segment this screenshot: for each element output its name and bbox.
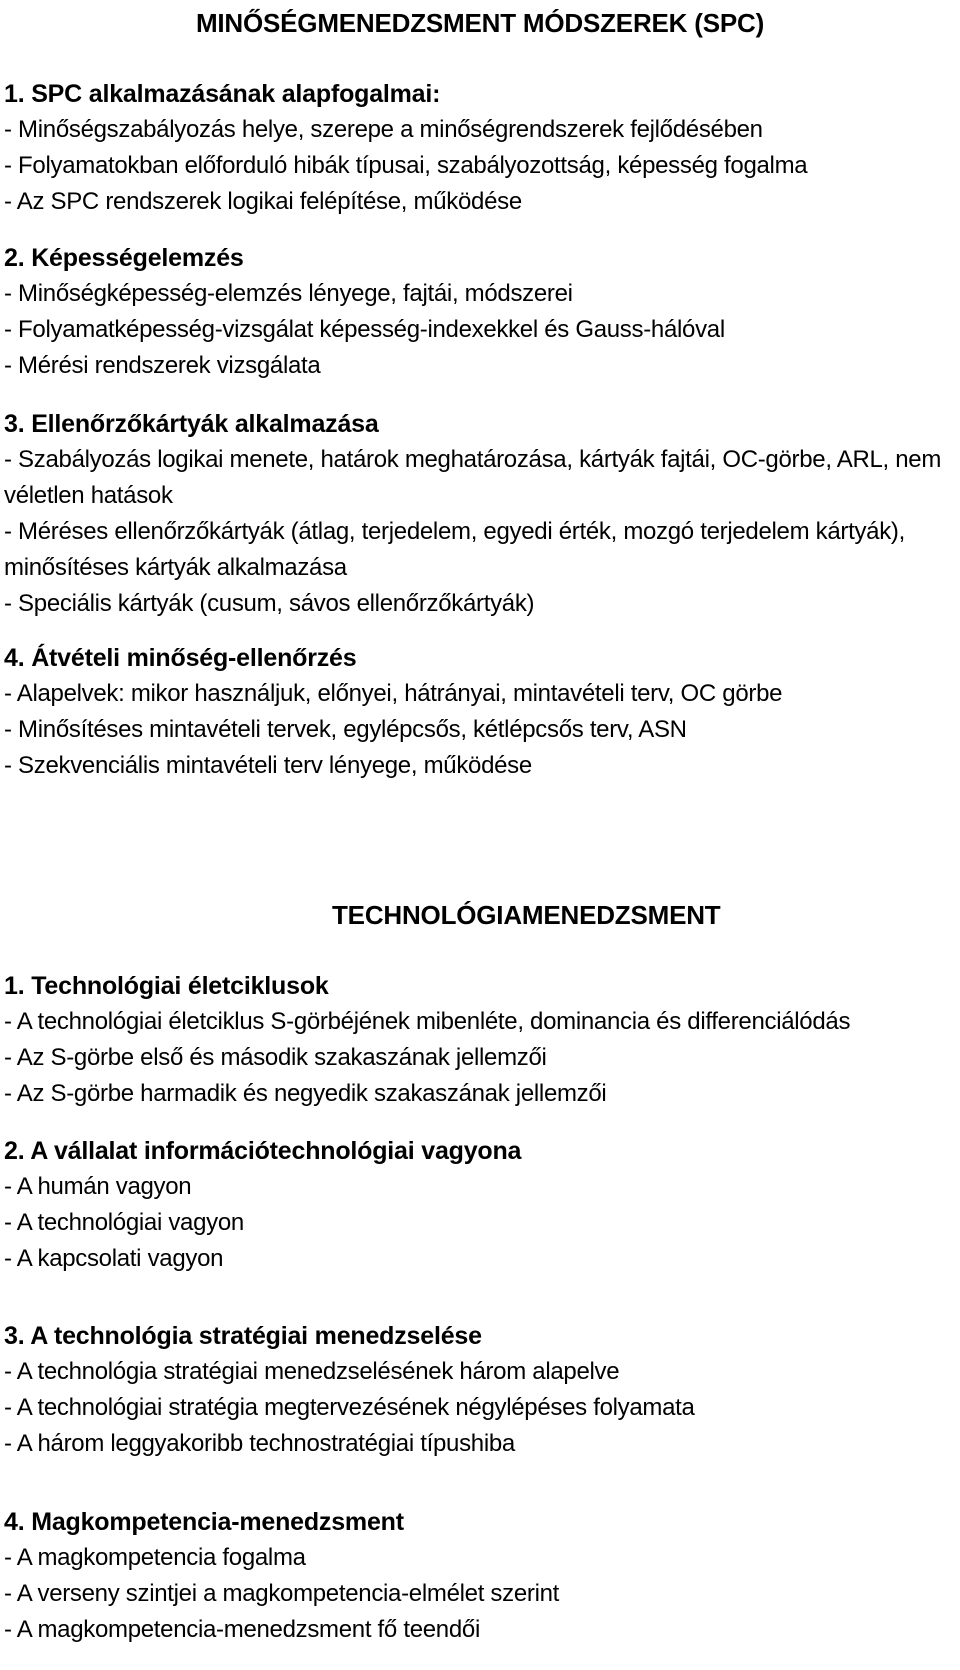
list-item: - Szabályozás logikai menete, határok meghatározása, kártyák fajtái, OC-görbe, ARL, nem véletlen hatások [4, 446, 942, 509]
section-heading: 1. Technológiai életciklusok [4, 972, 329, 1000]
list-item: - Méréses ellenőrzőkártyák (átlag, terjedelem, egyedi érték, mozgó terjedelem kártyák), minősítéses kártyák alkalmazása [4, 518, 905, 581]
document-title-technology: TECHNOLÓGIAMENEDZSMENT [332, 900, 721, 930]
section-control-charts [4, 406, 954, 622]
list-item: - Folyamatokban előforduló hibák típusai, szabályozottság, képesség fogalma [4, 152, 808, 179]
list-item: - Alapelvek: mikor használjuk, előnyei, hátrányai, mintavételi terv, OC görbe [4, 680, 783, 707]
list-item: - Minősítéses mintavételi tervek, egylépcsős, kétlépcsős terv, ASN [4, 716, 687, 743]
list-item: - Minőségszabályozás helye, szerepe a minőségrendszerek fejlődésében [4, 116, 763, 143]
section-heading: 3. Ellenőrzőkártyák alkalmazása [4, 410, 379, 438]
list-item: - A technológiai életciklus S-görbéjének mibenléte, dominancia és differenciálódás [4, 1008, 851, 1035]
section-heading: 2. A vállalat információtechnológiai vagyona [4, 1137, 522, 1165]
list-item: - A humán vagyon [4, 1173, 192, 1200]
document-title-spc: MINŐSÉGMENEDZSMENT MÓDSZEREK (SPC) [195, 8, 765, 38]
section-capability-analysis [4, 240, 954, 384]
section-heading: 3. A technológia stratégiai menedzselése [4, 1322, 482, 1350]
section-technology-lifecycles [4, 968, 954, 1112]
list-item: - Az S-görbe harmadik és negyedik szakaszának jellemzői [4, 1080, 607, 1107]
list-item: - A magkompetencia fogalma [4, 1544, 306, 1571]
list-item: - Szekvenciális mintavételi terv lényege, működése [4, 752, 532, 779]
list-item: - A technológiai stratégia megtervezésének négylépéses folyamata [4, 1394, 695, 1421]
list-item: - A három leggyakoribb technostratégiai típushiba [4, 1430, 515, 1457]
list-item: - A kapcsolati vagyon [4, 1245, 224, 1272]
list-item: - Az S-görbe első és második szakaszának jellemzői [4, 1044, 547, 1071]
section-core-competence [4, 1504, 954, 1648]
section-heading: 4. Átvételi minőség-ellenőrzés [4, 644, 357, 672]
section-heading: 4. Magkompetencia-menedzsment [4, 1508, 404, 1536]
list-item: - Speciális kártyák (cusum, sávos ellenőrzőkártyák) [4, 590, 535, 617]
section-heading: 2. Képességelemzés [4, 244, 244, 272]
section-it-assets [4, 1133, 954, 1277]
section-acceptance-inspection [4, 640, 954, 784]
section-spc-basics [4, 76, 954, 220]
list-item: - Az SPC rendszerek logikai felépítése, működése [4, 188, 522, 215]
list-item: - A magkompetencia-menedzsment fő teendői [4, 1616, 480, 1643]
list-item: - Mérési rendszerek vizsgálata [4, 352, 321, 379]
list-item: - A technológia stratégiai menedzselésének három alapelve [4, 1358, 620, 1385]
list-item: - Minőségképesség-elemzés lényege, fajtái, módszerei [4, 280, 573, 307]
list-item: - A technológiai vagyon [4, 1209, 244, 1236]
list-item: - Folyamatképesség-vizsgálat képesség-indexekkel és Gauss-hálóval [4, 316, 725, 343]
section-strategic-management [4, 1318, 954, 1462]
section-heading: 1. SPC alkalmazásának alapfogalmai: [4, 80, 441, 108]
list-item: - A verseny szintjei a magkompetencia-elmélet szerint [4, 1580, 560, 1607]
